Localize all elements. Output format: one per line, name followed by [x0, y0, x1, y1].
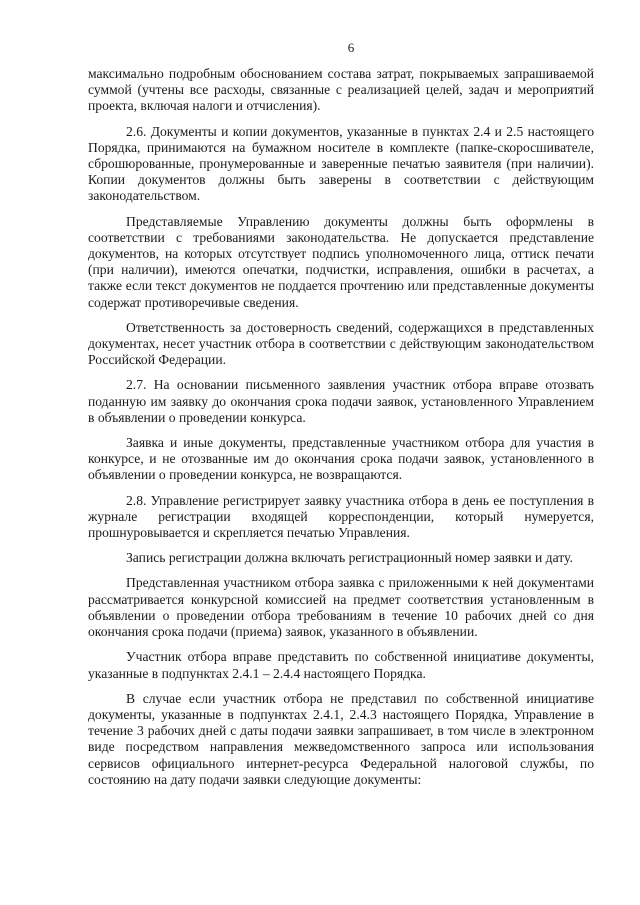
paragraph-document-requirements: Представляемые Управлению документы должны быть оформлены в соответствии с требованиями законодательства. Не допускается представление документов, на которых отсутствует подпись уполномоченного лица, оттиск печати (при наличии), имеются опечатки, подчистки, исправления, ошибки в расчетах, а также если текст документов не поддается прочтению или представленные документы содержат противоречивые сведения. — [88, 213, 594, 310]
page-number: 6 — [347, 40, 355, 55]
paragraph-interagency-request: В случае если участник отбора не представил по собственной инициативе документы, указанные в подпунктах 2.4.1, 2.4.3 настоящего Порядка, Управление в течение 3 рабочих дней с даты подачи заявки запрашивает, в том числе в электронном виде посредством направления межведомственного запроса или использования сервисов официального интернет-ресурса Федеральной налоговой службы, по состоянию на дату подачи заявки следующие документы: — [88, 690, 594, 787]
paragraph-budget-justification: максимально подробным обоснованием состава затрат, покрываемых запрашиваемой суммой (учтены все расходы, связанные с реализацией целей, задач и мероприятий проекта, включая налоги и отчисления). — [88, 66, 594, 114]
paragraph-2-8: 2.8. Управление регистрирует заявку участника отбора в день ее поступления в журнале регистрации входящей корреспонденции, который нумеруется, прошнуровывается и скрепляется печатью Управления. — [88, 492, 594, 541]
paragraph-own-initiative: Участник отбора вправе представить по собственной инициативе документы, указанные в подпунктах 2.4.1 – 2.4.4 настоящего Порядка. — [88, 649, 594, 681]
paragraph-commission-review: Представленная участником отбора заявка с приложенными к ней документами рассматривается конкурсной комиссией на предмет соответствия установленным в объявлении о проведении отбора требованиям в течение 10 рабочих дней со дня окончания срока подачи (приема) заявок, указанного в объявлении. — [88, 575, 594, 640]
paragraph-responsibility: Ответственность за достоверность сведений, содержащихся в представленных документах, несет участник отбора в соответствии с действующим законодательством Российской Федерации. — [88, 319, 594, 368]
paragraph-2-7: 2.7. На основании письменного заявления участник отбора вправе отозвать поданную им заявку до окончания срока подачи заявок, установленного Управлением в объявлении о проведении конкурса. — [88, 377, 594, 425]
paragraph-registration-record: Запись регистрации должна включать регистрационный номер заявки и дату. — [126, 550, 573, 566]
paragraph-2-6: 2.6. Документы и копии документов, указанные в пунктах 2.4 и 2.5 настоящего Порядка, принимаются на бумажном носителе в комплекте (папке-скоросшивателе, сброшюрованные, пронумерованные и заверенные печатью заявителя (при наличии). Копии документов должны быть заверены в соответствии с действующим законодательством. — [88, 123, 594, 204]
paragraph-documents-not-returned: Заявка и иные документы, представленные участником отбора для участия в конкурсе, и не отозванные им до окончания срока подачи заявок, установленного в объявлении о проведении конкурса, не возвращаются. — [88, 435, 594, 483]
